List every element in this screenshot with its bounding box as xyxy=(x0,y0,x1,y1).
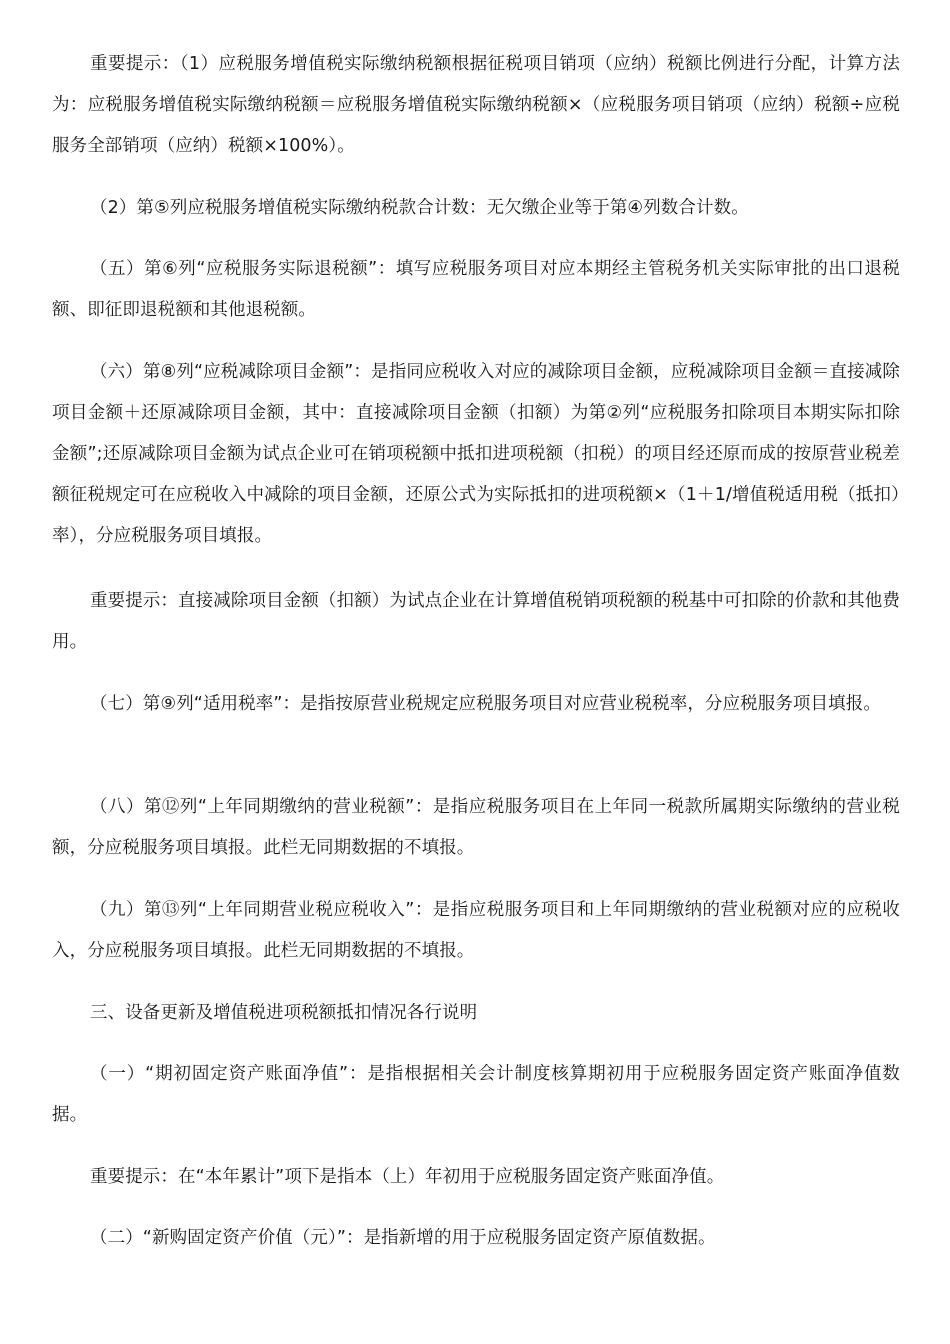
section-3-heading: 三、设备更新及增值税进项税额抵扣情况各行说明 xyxy=(90,1003,478,1023)
deduction-note-paragraph: 重要提示：直接减除项目金额（扣额）为试点企业在计算增值税销项税额的税基中可扣除的价款和其他费用。 xyxy=(52,591,900,652)
section-5-paragraph: （五）第⑥列“应税服务实际退税额”：填写应税服务项目对应本期经主管税务机关实际审批的出口退税额、即征即退税额和其他退税额。 xyxy=(52,259,900,320)
important-note-paragraph: 重要提示：（1）应税服务增值税实际缴纳税额根据征税项目销项（应纳）税额比例进行分配，计算方法为：应税服务增值税实际缴纳税额＝应税服务增值税实际缴纳税额×（应税服务项目销项（应纳）税额÷应税服务全部销项（应纳）税额×100%）。 xyxy=(52,54,900,156)
column-5-paragraph: （2）第⑤列应税服务增值税实际缴纳税款合计数：无欠缴企业等于第④列数合计数。 xyxy=(90,198,749,218)
section-7-paragraph: （七）第⑨列“适用税率”：是指按原营业税规定应税服务项目对应营业税税率，分应税服务项目填报。 xyxy=(90,694,881,714)
item-2-paragraph: （二）“新购固定资产价值（元）”：是指新增的用于应税服务固定资产原值数据。 xyxy=(90,1228,716,1248)
item-1-paragraph: （一）“期初固定资产账面净值”：是指根据相关会计制度核算期初用于应税服务固定资产账面净值数据。 xyxy=(52,1064,900,1125)
annual-note-paragraph: 重要提示：在“本年累计”项下是指本（上）年初用于应税服务固定资产账面净值。 xyxy=(90,1167,725,1187)
section-9-paragraph: （九）第⑬列“上年同期营业税应税收入”：是指应税服务项目和上年同期缴纳的营业税额对应的应税收入，分应税服务项目填报。此栏无同期数据的不填报。 xyxy=(52,900,900,961)
section-6-paragraph: （六）第⑧列“应税减除项目金额”：是指同应税收入对应的减除项目金额，应税减除项目金额＝直接减除项目金额＋还原减除项目金额，其中：直接减除项目金额（扣额）为第②列“应税服务扣除项目本期实际扣除金额”;还原减除项目金额为试点企业可在销项税额中抵扣进项税额（扣税）的项目经还原而成的按原营业税差额征税规定可在应税收入中减除的项目金额，还原公式为实际抵扣的进项税额×（1＋1/增值税适用税（抵扣）率），分应税服务项目填报。 xyxy=(52,362,900,546)
section-8-paragraph: （八）第⑫列“上年同期缴纳的营业税额”：是指应税服务项目在上年同一税款所属期实际缴纳的营业税额，分应税服务项目填报。此栏无同期数据的不填报。 xyxy=(52,797,900,858)
